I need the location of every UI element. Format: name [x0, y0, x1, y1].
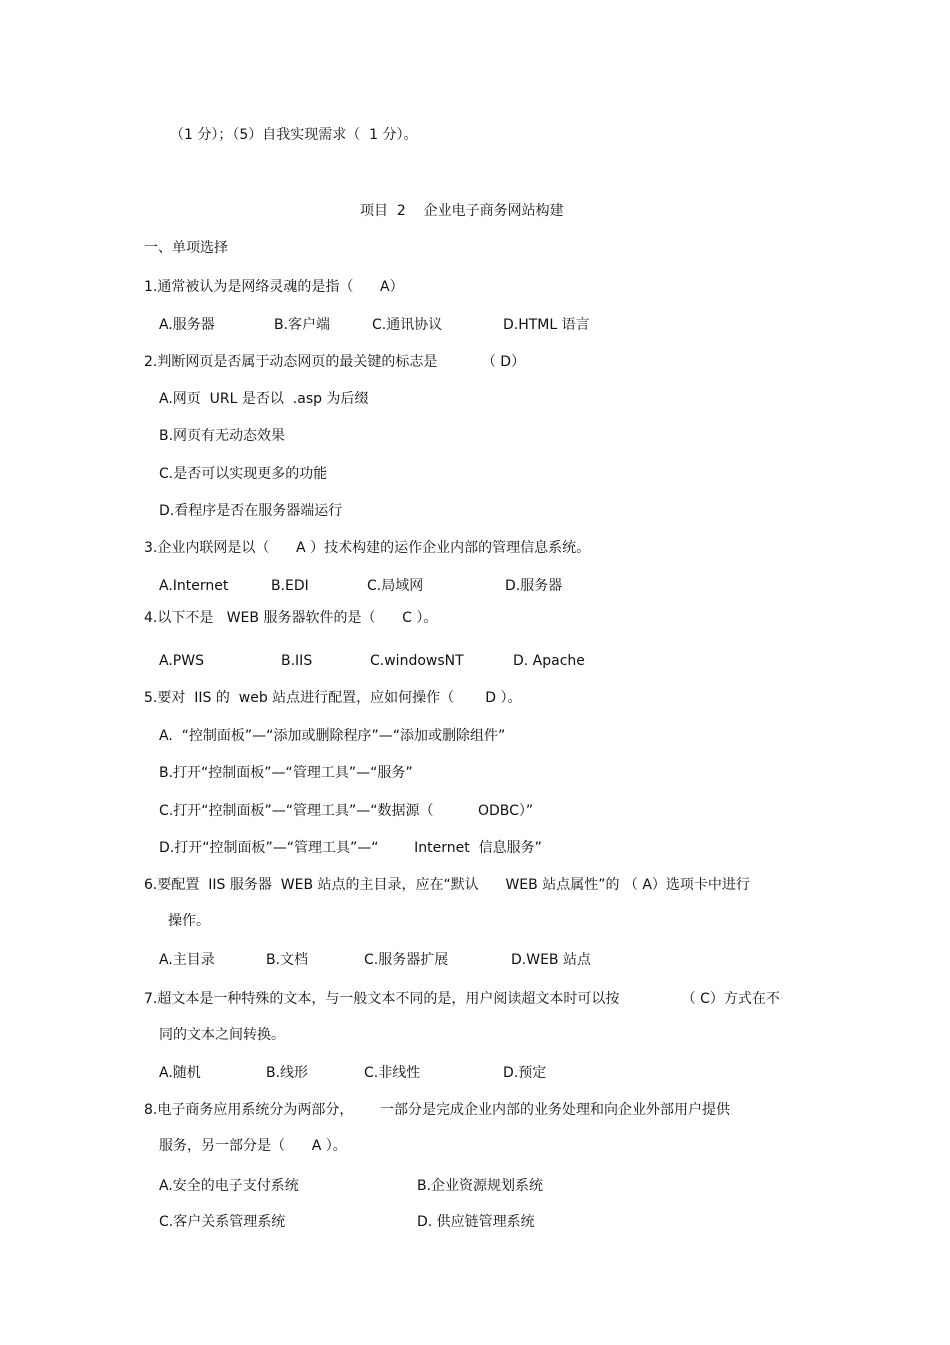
option: B.网页有无动态效果	[159, 428, 286, 444]
option: A.Internet	[159, 578, 229, 594]
option: C.客户关系管理系统	[159, 1214, 286, 1230]
top-line: （1 分）；（5）自我实现需求（ 1 分）。	[170, 127, 418, 143]
question-stem: 3.企业内联网是以（ A ）技术构建的运作企业内部的管理信息系统。	[144, 540, 591, 556]
option: D.预定	[503, 1065, 547, 1081]
option: B.文档	[266, 952, 309, 968]
option: C.通讯协议	[372, 317, 443, 333]
option: D.服务器	[505, 578, 563, 594]
option: D. 供应链管理系统	[417, 1214, 535, 1230]
option: A.网页 URL 是否以 .asp 为后缀	[159, 391, 369, 407]
option: C.windowsNT	[370, 653, 464, 669]
question-stem: 6.要配置 IIS 服务器 WEB 站点的主目录，应在“默认 WEB 站点属性”的 （ A）选项卡中进行	[144, 877, 750, 893]
option: C.服务器扩展	[364, 952, 449, 968]
option: B.线形	[266, 1065, 309, 1081]
question-stem-continued: 服务，另一部分是（ A ）。	[159, 1138, 347, 1154]
option: A.服务器	[159, 317, 215, 333]
question-stem: 4.以下不是 WEB 服务器软件的是（ C ）。	[144, 610, 438, 626]
option: D. Apache	[513, 653, 585, 669]
option: C.局域网	[367, 578, 424, 594]
option: B.EDI	[271, 578, 309, 594]
option: A.主目录	[159, 952, 215, 968]
option: C.非线性	[364, 1065, 421, 1081]
option: A.PWS	[159, 653, 204, 669]
option: A.随机	[159, 1065, 201, 1081]
question-stem-continued: 操作。	[168, 913, 210, 929]
option: B.IIS	[281, 653, 313, 669]
question-stem: 5.要对 IIS 的 web 站点进行配置，应如何操作（ D ）。	[144, 690, 522, 706]
option: A.安全的电子支付系统	[159, 1178, 299, 1194]
option: D.打开“控制面板”—“管理工具”—“ Internet 信息服务”	[159, 840, 542, 856]
option: B.客户端	[274, 317, 331, 333]
question-stem: 2.判断网页是否属于动态网页的最关键的标志是 （ D）	[144, 354, 526, 370]
option: C.是否可以实现更多的功能	[159, 466, 328, 482]
option: C.打开“控制面板”—“管理工具”—“数据源（ ODBC）”	[159, 803, 534, 819]
question-stem: 7.超文本是一种特殊的文本，与一般文本不同的是，用户阅读超文本时可以按 （ C）方式在不	[144, 991, 780, 1007]
section-title: 项目 2 企业电子商务网站构建	[360, 203, 564, 219]
option: B.企业资源规划系统	[417, 1178, 544, 1194]
option: D.HTML 语言	[503, 317, 590, 333]
question-stem: 8.电子商务应用系统分为两部分， 一部分是完成企业内部的业务处理和向企业外部用户提供	[144, 1102, 731, 1118]
option: D.看程序是否在服务器端运行	[159, 503, 343, 519]
question-stem-continued: 同的文本之间转换。	[159, 1027, 285, 1043]
question-stem: 1.通常被认为是网络灵魂的是指（ A）	[144, 279, 404, 295]
option: A. “控制面板”—“添加或删除程序”—“添加或删除组件”	[159, 728, 506, 744]
part-heading: 一、单项选择	[144, 240, 228, 256]
option: D.WEB 站点	[511, 952, 591, 968]
option: B.打开“控制面板”—“管理工具”—“服务”	[159, 765, 413, 781]
